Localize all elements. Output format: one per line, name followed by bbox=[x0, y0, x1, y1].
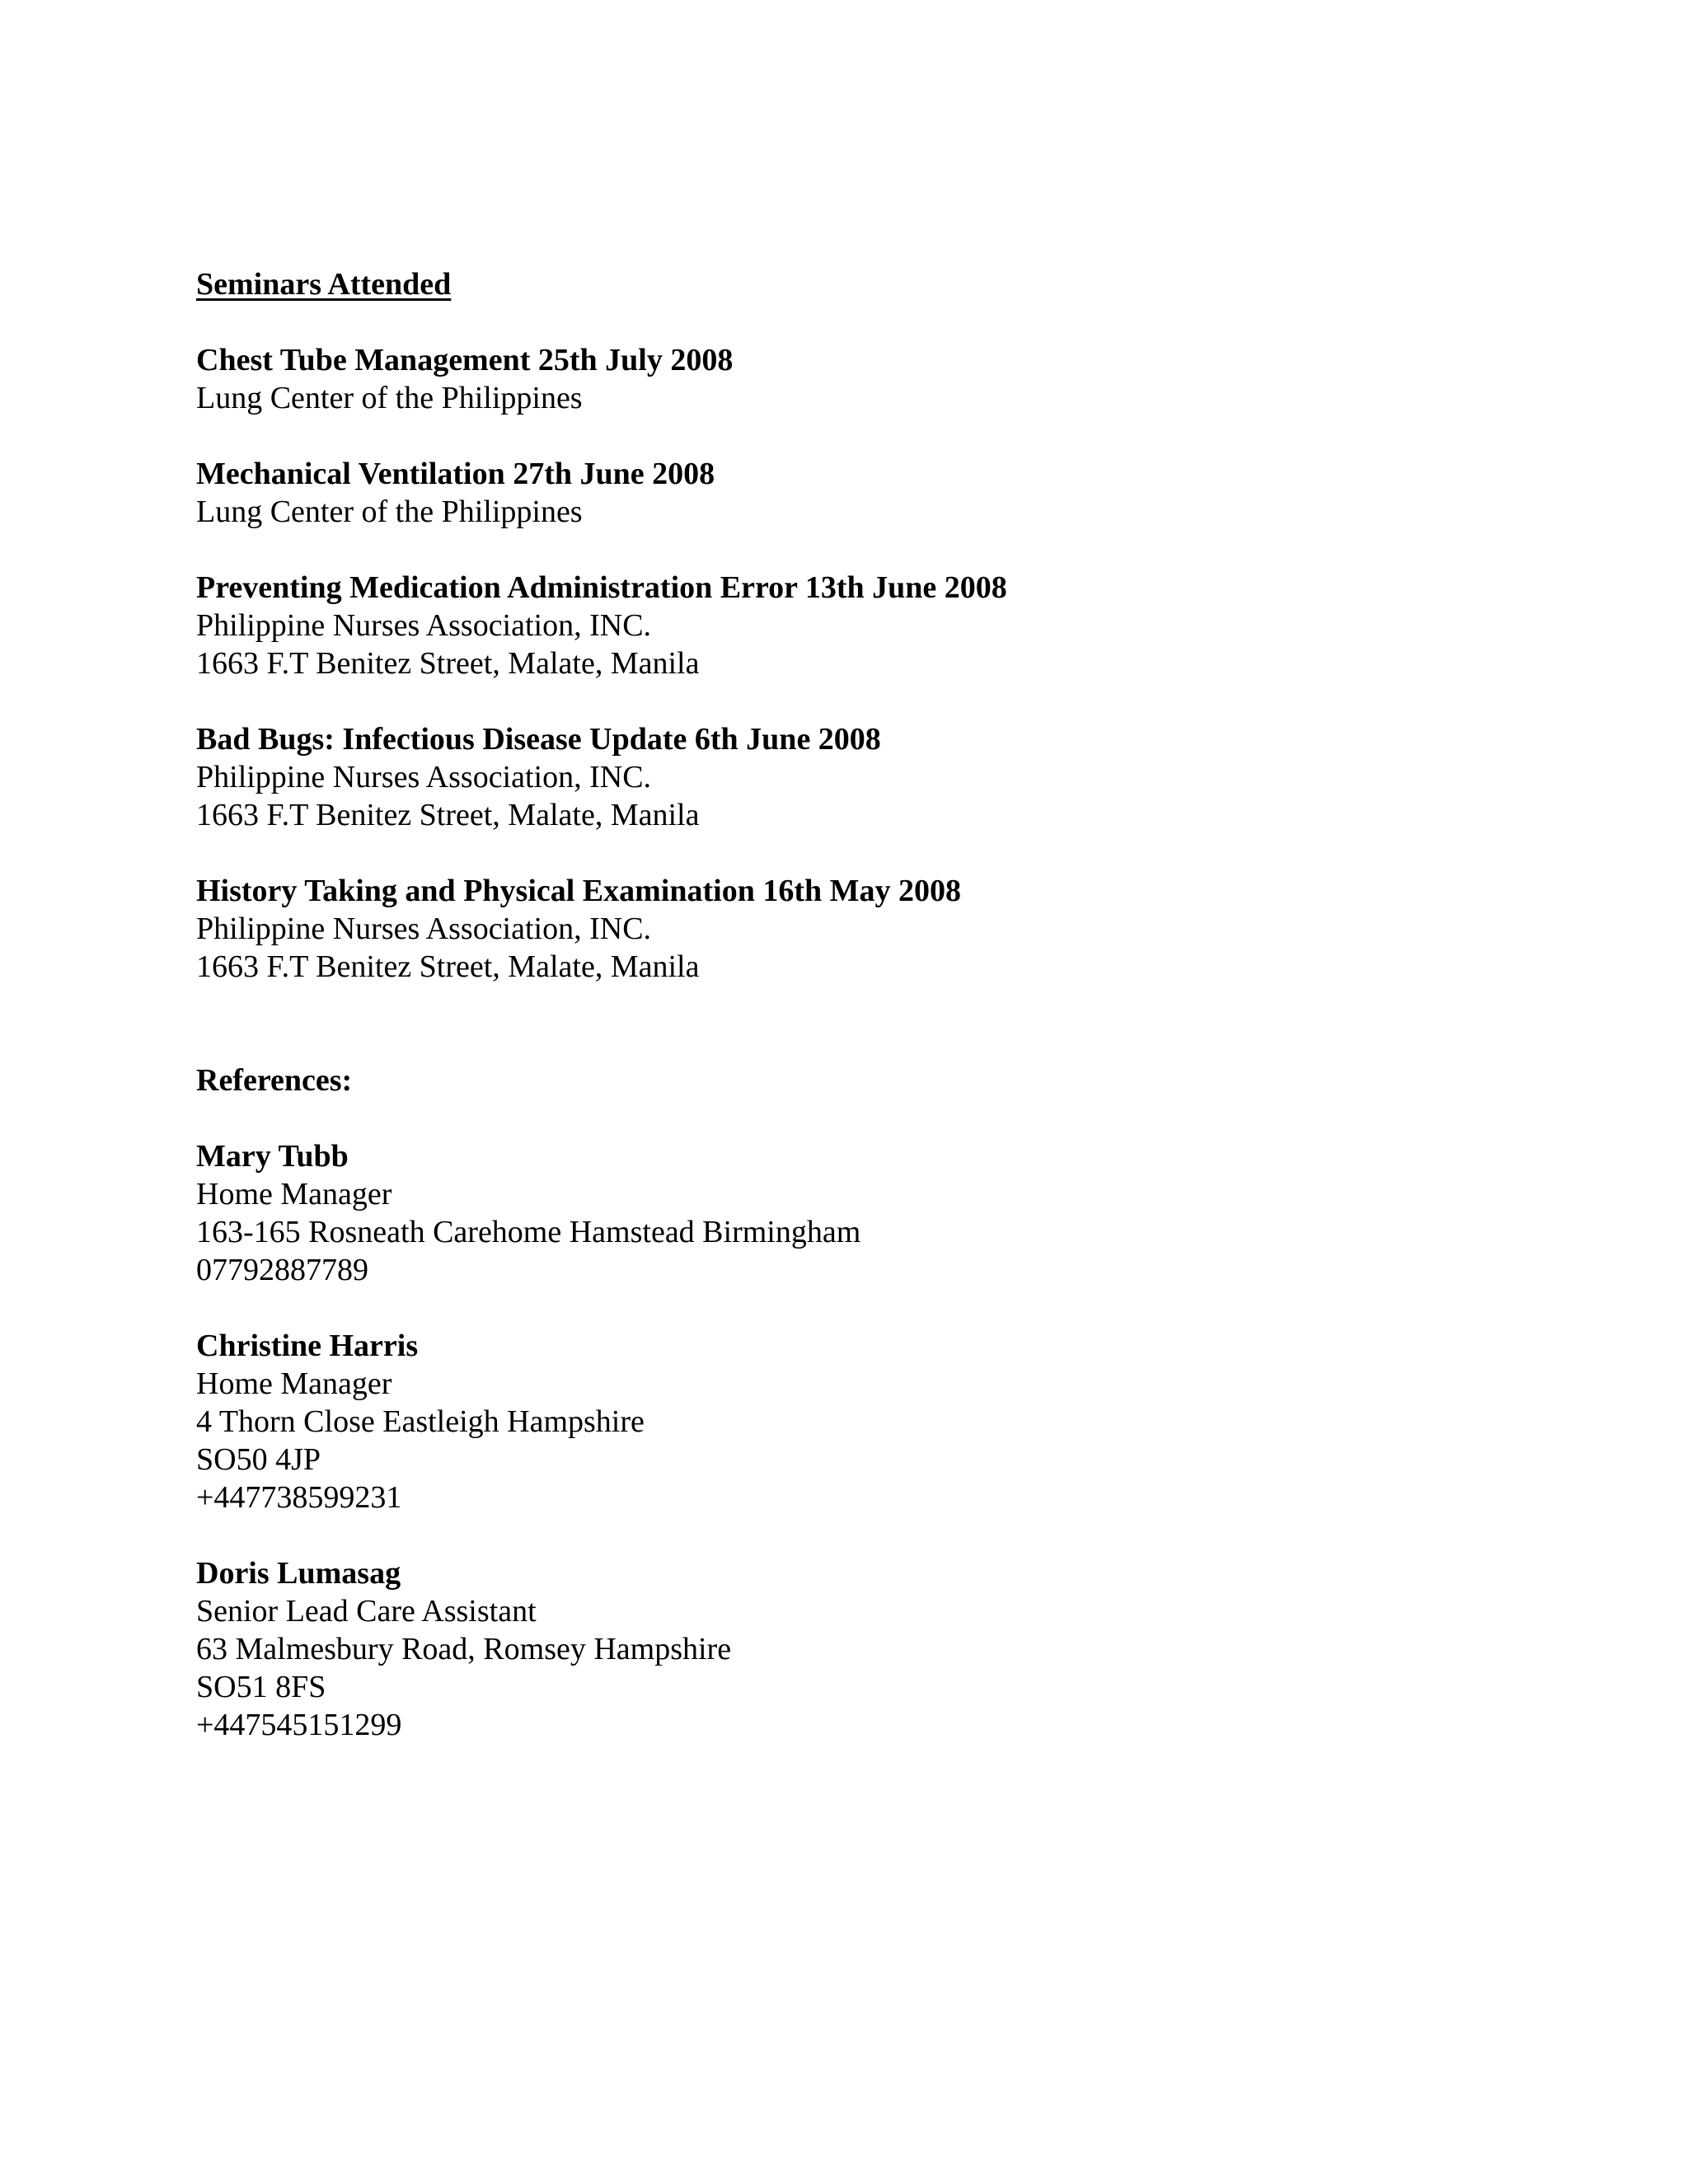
reference-name: Christine Harris bbox=[196, 1329, 419, 1363]
seminar-title: Bad Bugs: Infectious Disease Update 6th June 2008 bbox=[196, 722, 881, 757]
seminar-venue: Lung Center of the Philippines bbox=[196, 381, 583, 415]
reference-address: 63 Malmesbury Road, Romsey Hampshire bbox=[196, 1632, 732, 1666]
reference-phone: +447738599231 bbox=[196, 1480, 402, 1515]
reference-postcode: SO50 4JP bbox=[196, 1442, 321, 1477]
seminar-organizer: Philippine Nurses Association, INC. bbox=[196, 912, 652, 946]
document-content bbox=[196, 265, 1515, 1782]
seminar-item bbox=[196, 720, 1515, 834]
reference-name: Mary Tubb bbox=[196, 1139, 349, 1174]
reference-role: Home Manager bbox=[196, 1177, 392, 1212]
seminar-title: History Taking and Physical Examination 16th May 2008 bbox=[196, 874, 961, 908]
reference-role: Senior Lead Care Assistant bbox=[196, 1594, 537, 1629]
reference-address: 4 Thorn Close Eastleigh Hampshire bbox=[196, 1404, 645, 1439]
seminar-organizer: Philippine Nurses Association, INC. bbox=[196, 760, 652, 794]
reference-name: Doris Lumasag bbox=[196, 1556, 401, 1591]
reference-item bbox=[196, 1327, 1515, 1516]
reference-postcode: SO51 8FS bbox=[196, 1670, 326, 1704]
reference-phone: +447545151299 bbox=[196, 1708, 402, 1742]
seminar-organizer: Philippine Nurses Association, INC. bbox=[196, 608, 652, 643]
reference-role: Home Manager bbox=[196, 1366, 392, 1401]
seminar-item bbox=[196, 455, 1515, 531]
seminar-address: 1663 F.T Benitez Street, Malate, Manila bbox=[196, 798, 700, 832]
references-heading: References: bbox=[196, 1063, 353, 1098]
seminar-item bbox=[196, 872, 1515, 986]
seminar-title: Chest Tube Management 25th July 2008 bbox=[196, 343, 734, 377]
seminars-heading: Seminars Attended bbox=[196, 267, 452, 302]
seminar-venue: Lung Center of the Philippines bbox=[196, 494, 583, 529]
seminar-title: Mechanical Ventilation 27th June 2008 bbox=[196, 457, 715, 491]
seminar-item bbox=[196, 569, 1515, 682]
reference-item bbox=[196, 1137, 1515, 1289]
reference-address: 163-165 Rosneath Carehome Hamstead Birmingham bbox=[196, 1215, 861, 1249]
reference-item bbox=[196, 1554, 1515, 1744]
seminar-title: Preventing Medication Administration Error 13th June 2008 bbox=[196, 570, 1007, 605]
reference-phone: 07792887789 bbox=[196, 1253, 368, 1287]
seminar-address: 1663 F.T Benitez Street, Malate, Manila bbox=[196, 646, 700, 681]
seminar-item bbox=[196, 341, 1515, 417]
seminar-address: 1663 F.T Benitez Street, Malate, Manila bbox=[196, 949, 700, 984]
